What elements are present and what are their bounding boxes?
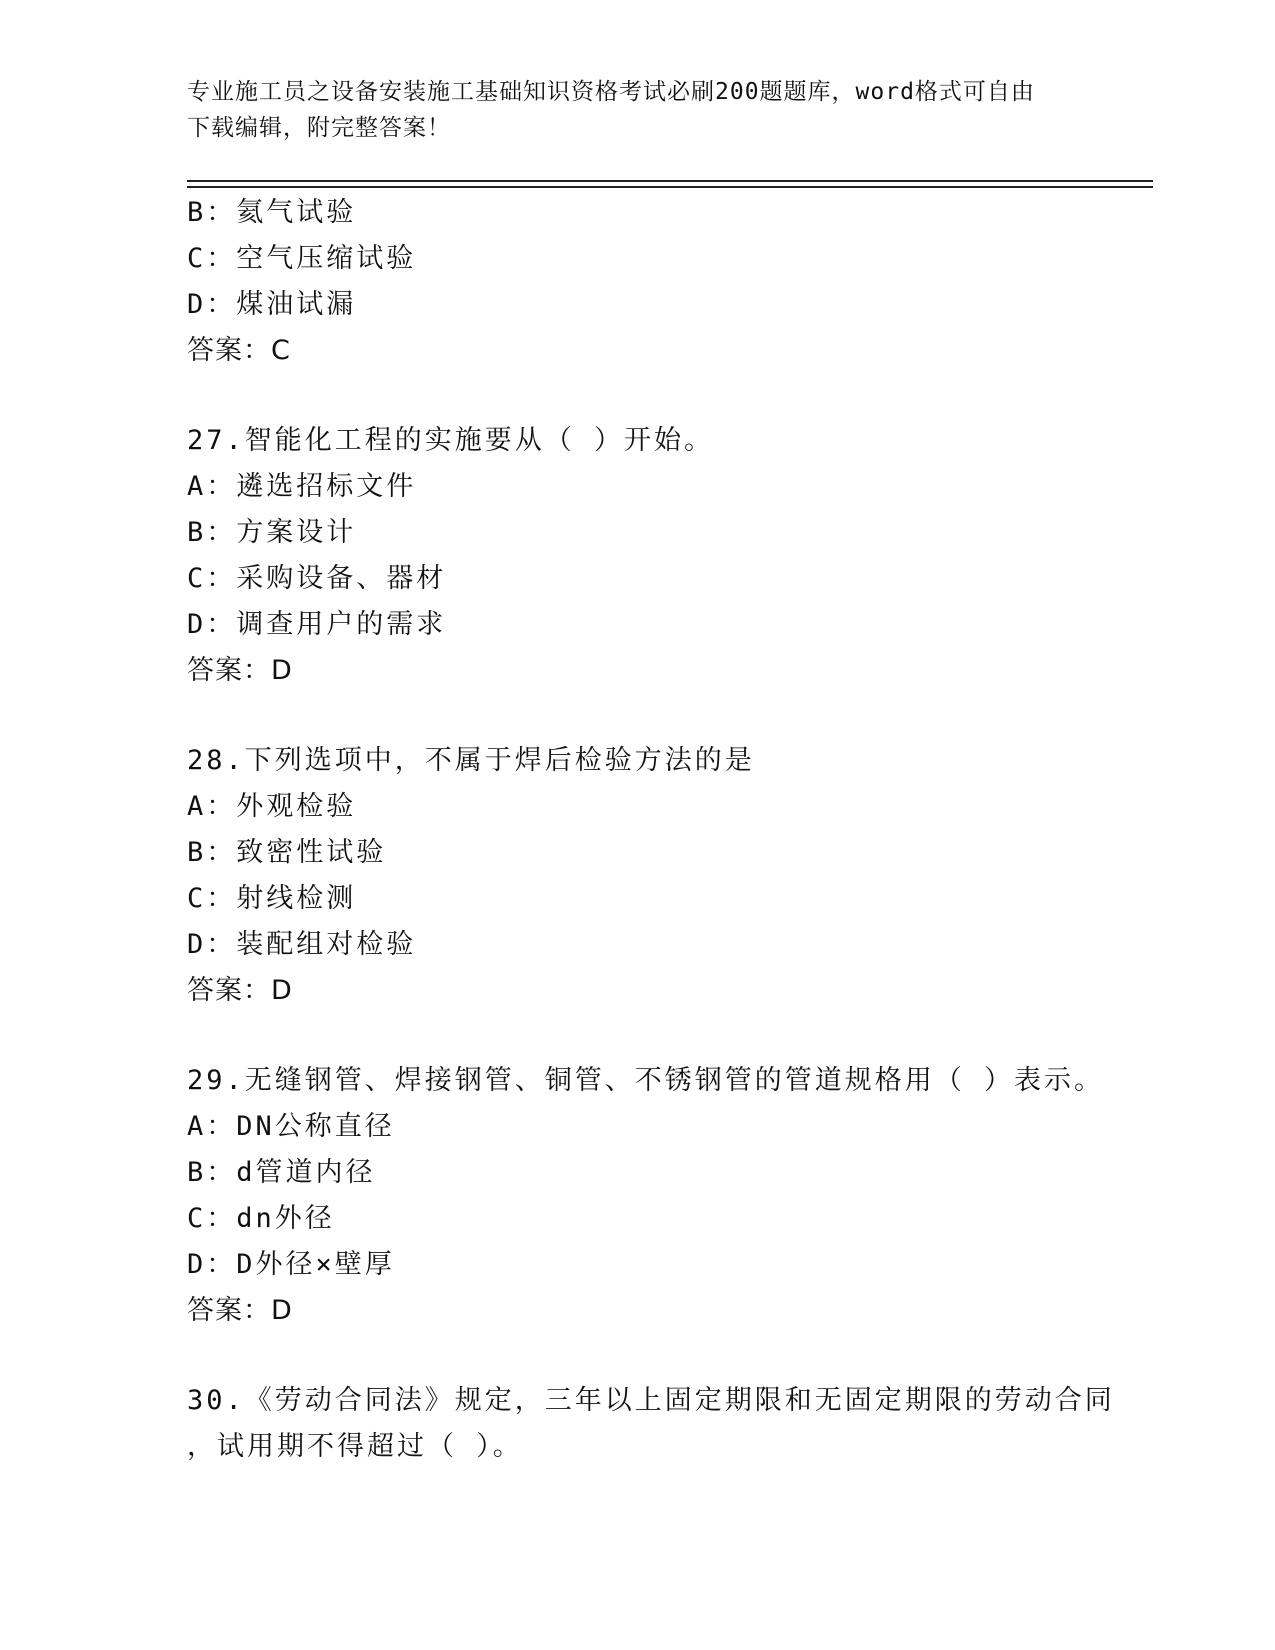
question-27-block [187, 418, 1157, 694]
q29-option-a: A：DN公称直径 [187, 1111, 395, 1142]
header-line-1: 专业施工员之设备安装施工基础知识资格考试必刷200题题库，word格式可自由 [187, 79, 1035, 105]
q28-option-c: C：射线检测 [187, 883, 357, 914]
q27-option-b: B：方案设计 [187, 517, 357, 548]
q29-option-c: C：dn外径 [187, 1203, 335, 1234]
q26-answer: 答案：C [187, 335, 291, 366]
q28-option-d: D：装配组对检验 [187, 929, 417, 960]
q29-question: 29.无缝钢管、焊接钢管、铜管、不锈钢管的管道规格用（ ）表示。 [187, 1065, 1105, 1096]
q28-answer: 答案：D [187, 975, 293, 1006]
header-line-2: 下载编辑，附完整答案！ [187, 115, 451, 141]
q28-option-b: B：致密性试验 [187, 837, 387, 868]
q29-answer: 答案：D [187, 1295, 293, 1326]
document-header [187, 74, 1067, 146]
spacer [187, 1014, 1157, 1058]
question-26-block [187, 190, 1157, 374]
q27-question: 27.智能化工程的实施要从（ ）开始。 [187, 425, 715, 456]
spacer [187, 1334, 1157, 1378]
header-divider-bottom [187, 186, 1153, 188]
q30-question-line-2: ，试用期不得超过（ ）。 [187, 1431, 523, 1462]
q28-option-a: A：外观检验 [187, 791, 357, 822]
q27-option-d: D：调查用户的需求 [187, 609, 447, 640]
question-29-block [187, 1058, 1157, 1334]
q29-option-b: B：d管道内径 [187, 1157, 376, 1188]
q28-question: 28.下列选项中，不属于焊后检验方法的是 [187, 745, 755, 776]
q29-option-d: D：D外径×壁厚 [187, 1249, 395, 1280]
header-divider-top [187, 180, 1153, 182]
q26-option-b: B：氦气试验 [187, 197, 357, 228]
question-content [187, 190, 1157, 1470]
spacer [187, 374, 1157, 418]
q27-option-a: A：遴选招标文件 [187, 471, 417, 502]
q27-option-c: C：采购设备、器材 [187, 563, 447, 594]
q26-option-d: D：煤油试漏 [187, 289, 357, 320]
q27-answer: 答案：D [187, 655, 293, 686]
q30-question-line-1: 30.《劳动合同法》规定，三年以上固定期限和无固定期限的劳动合同 [187, 1385, 1115, 1416]
question-28-block [187, 738, 1157, 1014]
question-30-block [187, 1378, 1157, 1470]
q26-option-c: C：空气压缩试验 [187, 243, 417, 274]
spacer [187, 694, 1157, 738]
